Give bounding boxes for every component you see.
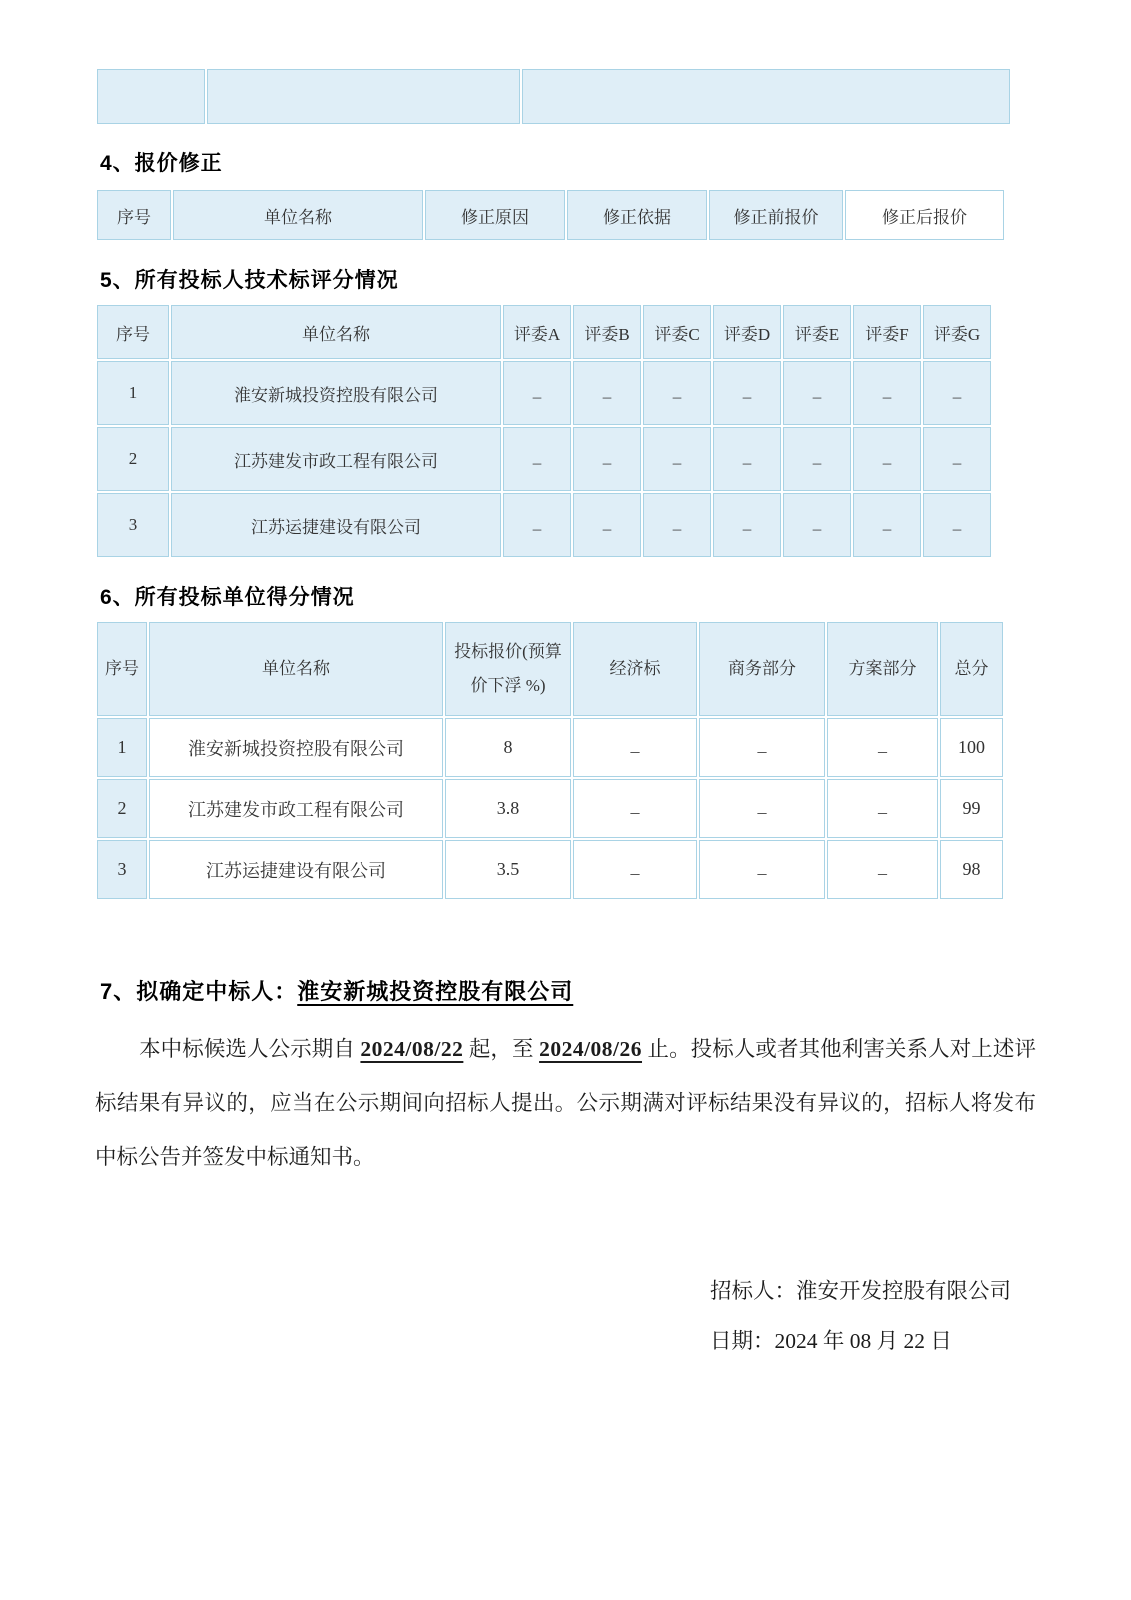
date-line: 日期：2024 年 08 月 22 日 bbox=[710, 1329, 952, 1353]
seq-cell: 2 bbox=[97, 427, 169, 491]
dash: – bbox=[952, 519, 962, 538]
econ-cell bbox=[573, 840, 697, 899]
plan-cell bbox=[827, 779, 938, 838]
col-header: 评委G bbox=[923, 305, 991, 359]
empty-cell bbox=[207, 69, 520, 124]
col-header: 单位名称 bbox=[149, 622, 443, 716]
total-cell: 99 bbox=[940, 779, 1003, 838]
signature-block bbox=[710, 1266, 1131, 1366]
table-row bbox=[97, 69, 1010, 124]
score-cell bbox=[643, 361, 711, 425]
winner-company: 淮安新城投资控股有限公司 bbox=[297, 979, 574, 1004]
dash: – bbox=[672, 387, 682, 406]
publicity-notice bbox=[95, 1022, 1036, 1184]
dash: – bbox=[602, 453, 612, 472]
section7-heading bbox=[100, 975, 1131, 1006]
notice-text: 止。投标人或者其他利害关系人对上述评标结果有异议的，应当在公示期间向招标人提出。公示期满对评标结果没有异议的，招标人将发布中标公告并签发中标通知书。 bbox=[95, 1037, 1036, 1169]
score-cell bbox=[853, 493, 921, 557]
company-cell: 江苏建发市政工程有限公司 bbox=[171, 427, 501, 491]
col-header: 评委F bbox=[853, 305, 921, 359]
dash: – bbox=[742, 519, 752, 538]
dash: – bbox=[602, 387, 612, 406]
winner-label: 7、拟确定中标人： bbox=[100, 979, 298, 1004]
carryover-table bbox=[95, 67, 1012, 126]
score-cell bbox=[643, 427, 711, 491]
notice-text: 起，至 bbox=[463, 1037, 540, 1061]
col-header: 评委C bbox=[643, 305, 711, 359]
col-header: 修正依据 bbox=[567, 190, 707, 240]
biz-cell bbox=[699, 779, 825, 838]
table-row bbox=[97, 840, 1003, 899]
dash: – bbox=[952, 453, 962, 472]
score-cell bbox=[853, 427, 921, 491]
dash: – bbox=[952, 387, 962, 406]
col-header: 评委A bbox=[503, 305, 571, 359]
col-header: 序号 bbox=[97, 622, 147, 716]
table-row bbox=[97, 427, 991, 491]
empty-cell bbox=[522, 69, 1010, 124]
section5-heading: 5、所有投标人技术标评分情况 bbox=[100, 269, 399, 292]
biz-cell bbox=[699, 840, 825, 899]
dash: – bbox=[757, 802, 767, 822]
company-cell: 淮安新城投资控股有限公司 bbox=[149, 718, 443, 777]
col-header: 单位名称 bbox=[171, 305, 501, 359]
dash: – bbox=[878, 863, 887, 883]
score-cell bbox=[783, 427, 851, 491]
score-cell bbox=[503, 493, 571, 557]
publicity-start-date: 2024/08/22 bbox=[360, 1037, 464, 1061]
col-header: 总分 bbox=[940, 622, 1003, 716]
seq-cell: 1 bbox=[97, 361, 169, 425]
dash: – bbox=[672, 519, 682, 538]
dash: – bbox=[878, 741, 887, 761]
col-header: 序号 bbox=[97, 190, 171, 240]
plan-cell bbox=[827, 840, 938, 899]
col-header: 序号 bbox=[97, 305, 169, 359]
bid-cell: 8 bbox=[445, 718, 571, 777]
company-cell: 江苏建发市政工程有限公司 bbox=[149, 779, 443, 838]
section4-heading: 4、报价修正 bbox=[100, 152, 223, 175]
score-cell bbox=[853, 361, 921, 425]
col-header: 修正原因 bbox=[425, 190, 565, 240]
publicity-end-date: 2024/08/26 bbox=[539, 1037, 643, 1061]
col-header: 投标报价(预算价下浮 %) bbox=[445, 622, 571, 716]
total-score-table bbox=[95, 620, 1005, 901]
seq-cell: 3 bbox=[97, 840, 147, 899]
section6-heading: 6、所有投标单位得分情况 bbox=[100, 586, 355, 609]
col-header: 方案部分 bbox=[827, 622, 938, 716]
dash: – bbox=[742, 453, 752, 472]
table-row bbox=[97, 779, 1003, 838]
total-cell: 100 bbox=[940, 718, 1003, 777]
dash: – bbox=[882, 519, 892, 538]
table-header-row bbox=[97, 305, 991, 359]
dash: – bbox=[882, 387, 892, 406]
bid-cell: 3.8 bbox=[445, 779, 571, 838]
dash: – bbox=[878, 802, 887, 822]
col-header: 修正后报价 bbox=[845, 190, 1004, 240]
seq-cell: 3 bbox=[97, 493, 169, 557]
table-row bbox=[97, 718, 1003, 777]
score-cell bbox=[923, 427, 991, 491]
score-cell bbox=[783, 361, 851, 425]
dash: – bbox=[630, 863, 640, 883]
dash: – bbox=[757, 863, 767, 883]
score-cell bbox=[503, 361, 571, 425]
table-row bbox=[97, 493, 991, 557]
col-header: 修正前报价 bbox=[709, 190, 843, 240]
total-cell: 98 bbox=[940, 840, 1003, 899]
dash: – bbox=[630, 802, 640, 822]
table-row bbox=[97, 361, 991, 425]
table-header-row bbox=[97, 190, 1004, 240]
score-cell bbox=[643, 493, 711, 557]
plan-cell bbox=[827, 718, 938, 777]
score-cell bbox=[573, 361, 641, 425]
econ-cell bbox=[573, 779, 697, 838]
dash: – bbox=[532, 387, 542, 406]
col-header: 单位名称 bbox=[173, 190, 423, 240]
dash: – bbox=[672, 453, 682, 472]
tech-score-table bbox=[95, 303, 993, 559]
company-cell: 江苏运捷建设有限公司 bbox=[149, 840, 443, 899]
score-cell bbox=[713, 361, 781, 425]
dash: – bbox=[602, 519, 612, 538]
col-header: 评委E bbox=[783, 305, 851, 359]
dash: – bbox=[532, 453, 542, 472]
dash: – bbox=[630, 741, 640, 761]
score-cell bbox=[713, 427, 781, 491]
col-header: 经济标 bbox=[573, 622, 697, 716]
empty-cell bbox=[97, 69, 205, 124]
col-header: 商务部分 bbox=[699, 622, 825, 716]
score-cell bbox=[573, 493, 641, 557]
score-cell bbox=[783, 493, 851, 557]
score-cell bbox=[713, 493, 781, 557]
dash: – bbox=[812, 519, 822, 538]
dash: – bbox=[812, 453, 822, 472]
seq-cell: 1 bbox=[97, 718, 147, 777]
biz-cell bbox=[699, 718, 825, 777]
seq-cell: 2 bbox=[97, 779, 147, 838]
company-cell: 江苏运捷建设有限公司 bbox=[171, 493, 501, 557]
price-correction-table bbox=[95, 188, 1006, 242]
dash: – bbox=[742, 387, 752, 406]
col-header: 评委B bbox=[573, 305, 641, 359]
notice-text: 本中标候选人公示期自 bbox=[139, 1037, 361, 1061]
col-header: 评委D bbox=[713, 305, 781, 359]
company-cell: 淮安新城投资控股有限公司 bbox=[171, 361, 501, 425]
econ-cell bbox=[573, 718, 697, 777]
score-cell bbox=[573, 427, 641, 491]
tenderer-line: 招标人：淮安开发控股有限公司 bbox=[710, 1279, 1012, 1303]
score-cell bbox=[503, 427, 571, 491]
dash: – bbox=[812, 387, 822, 406]
dash: – bbox=[882, 453, 892, 472]
table-header-row bbox=[97, 622, 1003, 716]
score-cell bbox=[923, 493, 991, 557]
dash: – bbox=[757, 741, 767, 761]
dash: – bbox=[532, 519, 542, 538]
score-cell bbox=[923, 361, 991, 425]
bid-cell: 3.5 bbox=[445, 840, 571, 899]
